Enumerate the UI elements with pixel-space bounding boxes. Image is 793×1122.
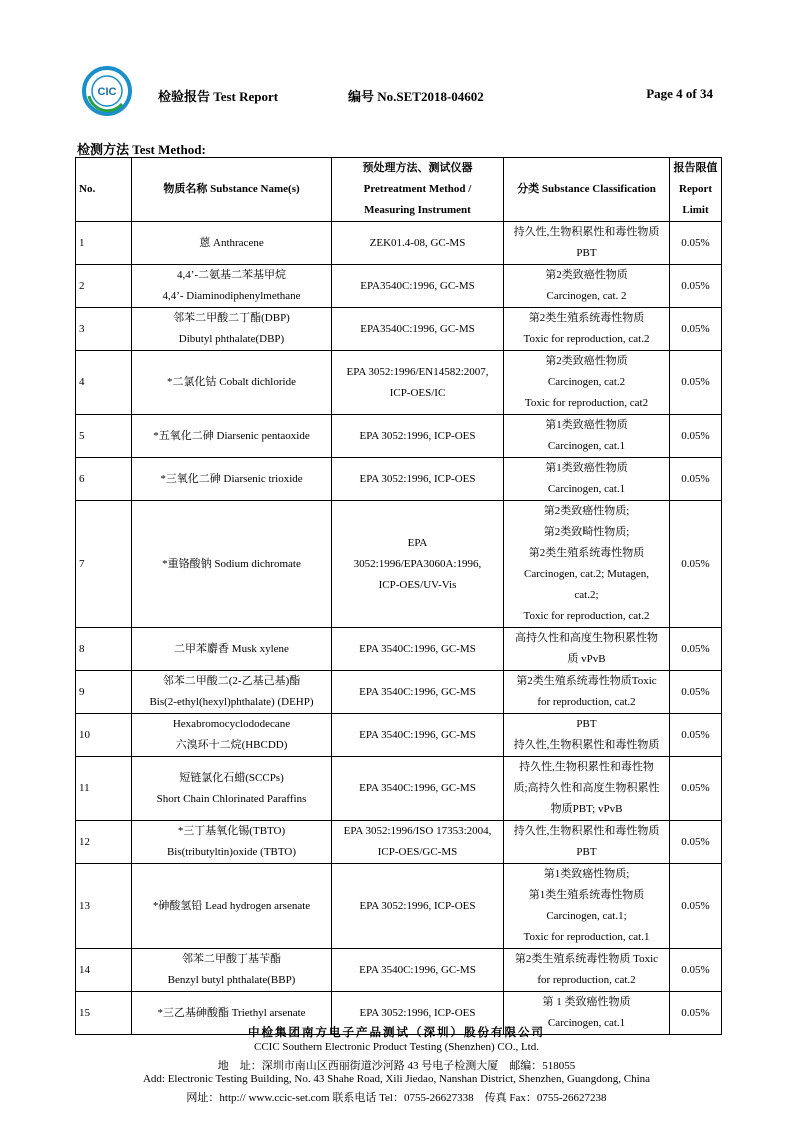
cell-classification <box>504 351 670 415</box>
classification-line: 第2类生殖系统毒性物质Toxic <box>516 675 657 687</box>
cell-substance <box>132 864 332 949</box>
classification-line: Toxic for reproduction, cat.1 <box>523 931 650 943</box>
cell-method <box>332 714 504 757</box>
footer-address-en: Add: Electronic Testing Building, No. 43 Shahe Road, Xili Jiedao, Nanshan District, Shenzhen, Guangdong, China <box>142 1073 651 1085</box>
classification-line: 第 1 类致癌性物质 <box>542 996 631 1008</box>
cell-method <box>332 671 504 714</box>
table-row <box>76 415 722 458</box>
table-row <box>76 265 722 308</box>
classification-line: 高持久性和高度生物积累性物 <box>515 632 658 644</box>
cell-classification <box>504 864 670 949</box>
table-row <box>76 949 722 992</box>
logo-text: CIC <box>97 86 117 98</box>
substance-line: 二甲苯麝香 Musk xylene <box>174 642 289 655</box>
cell-substance <box>132 458 332 501</box>
method-line: EPA 3052:1996/ISO 17353:2004, <box>343 825 492 837</box>
cell-method <box>332 864 504 949</box>
report-title: 检验报告 Test Report <box>158 89 279 104</box>
cell-classification <box>504 714 670 757</box>
cell-classification <box>504 949 670 992</box>
method-line: ICP-OES/GC-MS <box>377 846 458 858</box>
cell-limit: 0.05% <box>670 821 722 864</box>
cell-classification <box>504 308 670 351</box>
footer-company-cn: 中检集团南方电子产品测试（深圳）股份有限公司 <box>248 1027 545 1039</box>
footer-address-cn: 地 址：深圳市南山区西丽街道沙河路 43 号电子检测大厦 邮编：518055 <box>217 1060 576 1072</box>
classification-line: 质 vPvB <box>567 653 606 665</box>
row-number: 13 <box>76 864 132 949</box>
method-line: EPA 3052:1996/EN14582:2007, <box>346 365 489 378</box>
cell-method <box>332 501 504 628</box>
classification-line: PBT <box>576 718 597 730</box>
substance-line: *二氯化钴 Cobalt dichloride <box>167 376 296 388</box>
method-line: EPA <box>407 536 428 549</box>
substance-line: 邻苯二甲酸二(2-乙基己基)酯 <box>162 675 301 687</box>
col-header-no: No. <box>76 158 132 222</box>
classification-line: 持久性,生物积累性和毒性物质 <box>513 226 660 238</box>
substance-line: Short Chain Chlorinated Paraffins <box>156 792 307 805</box>
cell-limit: 0.05% <box>670 714 722 757</box>
substance-line: *砷酸氢铅 Lead hydrogen arsenate <box>152 899 311 912</box>
substance-line: Bis(2-ethyl(hexyl)phthalate) (DEHP) <box>149 696 314 708</box>
substance-line: Hexabromocyclododecane <box>172 718 291 730</box>
cell-limit: 0.05% <box>670 415 722 458</box>
report-number: 编号 No.SET2018-04602 <box>348 89 484 104</box>
cell-classification <box>504 501 670 628</box>
substance-line: *重铬酸钠 Sodium dichromate <box>162 557 301 570</box>
method-line: ICP-OES/IC <box>389 386 446 399</box>
row-number: 6 <box>76 458 132 501</box>
substance-line: 4,4’- Diaminodiphenylmethane <box>162 290 301 302</box>
row-number: 10 <box>76 714 132 757</box>
footer-contact: 网址：http:// www.ccic-set.com 联系电话 Tel：0755-26627338 传真 Fax：0755-26627238 <box>186 1092 607 1104</box>
table-body <box>76 222 722 1035</box>
method-line: EPA 3540C:1996, GC-MS <box>359 728 476 741</box>
cell-method <box>332 757 504 821</box>
classification-line: 持久性,生物积累性和毒性物质 <box>513 739 660 751</box>
cell-substance <box>132 628 332 671</box>
method-line: ZEK01.4-08, GC-MS <box>369 236 466 249</box>
row-number: 2 <box>76 265 132 308</box>
cell-limit: 0.05% <box>670 671 722 714</box>
cell-classification <box>504 265 670 308</box>
row-number: 1 <box>76 222 132 265</box>
table-row <box>76 222 722 265</box>
method-line: EPA 3540C:1996, GC-MS <box>359 642 476 655</box>
table-row <box>76 351 722 415</box>
classification-line: 第2类生殖系统毒性物质 <box>528 547 645 559</box>
row-number: 5 <box>76 415 132 458</box>
col-header-limit: 报告限值 Report Limit <box>670 158 722 222</box>
cell-method <box>332 628 504 671</box>
classification-line: cat.2; <box>574 589 599 601</box>
classification-line: 第2类生殖系统毒性物质 Toxic <box>514 953 659 965</box>
substance-line: *五氧化二砷 Diarsenic pentaoxide <box>153 429 310 442</box>
cell-limit: 0.05% <box>670 265 722 308</box>
row-number: 4 <box>76 351 132 415</box>
method-line: EPA 3540C:1996, GC-MS <box>359 685 476 698</box>
row-number: 12 <box>76 821 132 864</box>
cell-substance <box>132 501 332 628</box>
cell-substance <box>132 671 332 714</box>
method-line: 3052:1996/EPA3060A:1996, <box>353 557 482 570</box>
classification-line: Carcinogen, cat.1; <box>546 910 627 922</box>
classification-line: 第1类致癌性物质 <box>545 462 628 474</box>
cell-method <box>332 821 504 864</box>
classification-line: 第2类致畸性物质; <box>543 526 630 538</box>
classification-line: Toxic for reproduction, cat.2 <box>523 333 650 345</box>
ccic-logo <box>82 66 132 116</box>
cell-classification <box>504 415 670 458</box>
cell-classification <box>504 821 670 864</box>
classification-line: 质;高持久性和高度生物积累性 <box>513 782 660 794</box>
cell-method <box>332 222 504 265</box>
substance-line: Dibutyl phthalate(DBP) <box>178 333 285 345</box>
col-header-method: 预处理方法、测试仪器 Pretreatment Method / Measuring Instrument <box>332 158 504 222</box>
cell-limit: 0.05% <box>670 222 722 265</box>
table-row <box>76 501 722 628</box>
row-number: 9 <box>76 671 132 714</box>
row-number: 8 <box>76 628 132 671</box>
table-header-row <box>76 158 722 222</box>
table-row <box>76 821 722 864</box>
cell-classification <box>504 458 670 501</box>
cell-method <box>332 265 504 308</box>
classification-line: Carcinogen, cat.1 <box>547 1017 626 1029</box>
method-line: ICP-OES/UV-Vis <box>378 578 457 591</box>
substance-line: 六溴环十二烷(HBCDD) <box>175 739 288 751</box>
substance-line: *三丁基氧化锡(TBTO) <box>177 825 286 837</box>
cell-limit: 0.05% <box>670 864 722 949</box>
classification-line: for reproduction, cat.2 <box>537 696 636 708</box>
classification-line: PBT <box>576 247 597 259</box>
cell-limit: 0.05% <box>670 992 722 1035</box>
cell-method <box>332 458 504 501</box>
cell-limit: 0.05% <box>670 308 722 351</box>
classification-line: 第2类致癌性物质 <box>545 355 628 367</box>
footer-company-en: CCIC Southern Electronic Product Testing (Shenzhen) CO., Ltd. <box>254 1041 539 1053</box>
classification-line: Toxic for reproduction, cat.2 <box>523 610 650 622</box>
row-number: 14 <box>76 949 132 992</box>
table-row <box>76 628 722 671</box>
classification-line: 第1类致癌性物质 <box>545 419 628 431</box>
cell-classification <box>504 222 670 265</box>
classification-line: 第1类生殖系统毒性物质 <box>528 889 645 901</box>
table-row <box>76 714 722 757</box>
method-line: EPA 3052:1996, ICP-OES <box>359 899 476 912</box>
table-row <box>76 864 722 949</box>
classification-line: PBT <box>576 846 597 858</box>
cell-substance <box>132 415 332 458</box>
classification-line: Carcinogen, cat.2; Mutagen, <box>524 568 649 580</box>
cell-classification <box>504 757 670 821</box>
cell-method <box>332 415 504 458</box>
substance-line: Benzyl butyl phthalate(BBP) <box>167 974 296 986</box>
col-header-substance: 物质名称 Substance Name(s) <box>132 158 332 222</box>
cell-substance <box>132 714 332 757</box>
method-line: EPA 3052:1996, ICP-OES <box>359 429 476 442</box>
classification-line: Carcinogen, cat.1 <box>547 483 626 495</box>
cell-limit: 0.05% <box>670 757 722 821</box>
substance-line: *三氧化二砷 Diarsenic trioxide <box>160 472 303 485</box>
cell-classification <box>504 628 670 671</box>
section-title: 检测方法 Test Method: <box>77 142 206 157</box>
classification-line: 第2类致癌性物质 <box>545 269 628 281</box>
classification-line: 持久性,生物积累性和毒性物质 <box>513 825 660 837</box>
method-line: EPA3540C:1996, GC-MS <box>360 322 475 335</box>
cell-limit: 0.05% <box>670 458 722 501</box>
substance-line: *三乙基砷酸酯 Triethyl arsenate <box>157 1006 306 1019</box>
classification-line: 第1类致癌性物质; <box>543 868 630 880</box>
method-line: EPA 3540C:1996, GC-MS <box>359 963 476 976</box>
classification-line: 物质PBT; vPvB <box>550 803 623 815</box>
table-row <box>76 757 722 821</box>
classification-line: Carcinogen, cat.2 <box>547 376 626 388</box>
cell-substance <box>132 949 332 992</box>
cell-classification <box>504 671 670 714</box>
classification-line: 持久性,生物积累性和毒性物 <box>519 761 654 773</box>
substance-line: Bis(tributyltin)oxide (TBTO) <box>166 846 297 858</box>
substance-line: 4,4’-二氨基二苯基甲烷 <box>176 269 287 281</box>
cell-substance <box>132 222 332 265</box>
substance-line: 短链氯化石蜡(SCCPs) <box>179 771 284 784</box>
row-number: 11 <box>76 757 132 821</box>
classification-line: for reproduction, cat.2 <box>537 974 636 986</box>
cell-method <box>332 308 504 351</box>
method-line: EPA 3540C:1996, GC-MS <box>359 782 476 794</box>
row-number: 15 <box>76 992 132 1035</box>
substance-line: 邻苯二甲酸二丁酯(DBP) <box>173 312 290 324</box>
cell-limit: 0.05% <box>670 351 722 415</box>
substance-line: 邻苯二甲酸丁基苄酯 <box>182 953 281 965</box>
table-row <box>76 671 722 714</box>
classification-line: Toxic for reproduction, cat2 <box>524 397 649 409</box>
classification-line: Carcinogen, cat. 2 <box>546 290 627 302</box>
substance-line: 蒽 Anthracene <box>199 236 264 249</box>
cell-limit: 0.05% <box>670 949 722 992</box>
table-row <box>76 458 722 501</box>
cell-limit: 0.05% <box>670 501 722 628</box>
col-header-classification: 分类 Substance Classification <box>504 158 670 222</box>
cell-substance <box>132 265 332 308</box>
test-method-table <box>75 157 722 1035</box>
method-line: EPA3540C:1996, GC-MS <box>360 279 475 292</box>
method-line: EPA 3052:1996, ICP-OES <box>359 1006 476 1019</box>
page-number: Page 4 of 34 <box>646 86 713 101</box>
cell-substance <box>132 308 332 351</box>
classification-line: 第2类致癌性物质; <box>543 505 630 517</box>
cell-substance <box>132 757 332 821</box>
cell-method <box>332 949 504 992</box>
table-row <box>76 308 722 351</box>
cell-substance <box>132 351 332 415</box>
row-number: 3 <box>76 308 132 351</box>
cell-method <box>332 351 504 415</box>
method-line: EPA 3052:1996, ICP-OES <box>359 472 476 485</box>
cell-substance <box>132 821 332 864</box>
classification-line: Carcinogen, cat.1 <box>547 440 626 452</box>
cell-limit: 0.05% <box>670 628 722 671</box>
row-number: 7 <box>76 501 132 628</box>
classification-line: 第2类生殖系统毒性物质 <box>528 312 645 324</box>
